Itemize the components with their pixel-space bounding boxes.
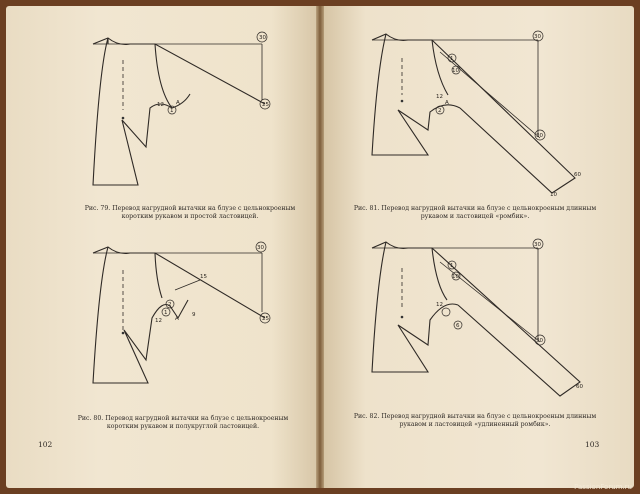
fig79-label-30: 30 xyxy=(259,35,266,41)
fig81-label-10b: 10 xyxy=(550,192,557,198)
fig79-label-a: A xyxy=(176,100,180,106)
right-page-number: 103 xyxy=(585,440,600,449)
figure-81-caption: Рис. 81. Перевод нагрудной вытачки на блузе с цельнокроеным длинным рукавом и ластовицей «ромбик». xyxy=(353,205,597,220)
fig82-label-30b: 30 xyxy=(536,338,543,344)
figure-80-caption: Рис. 80. Перевод нагрудной вытачки на блузе с цельнокроеным коротким рукавом и полукруглой ластовицей. xyxy=(77,415,289,430)
fig81-label-30b: 30 xyxy=(536,133,543,139)
fig80-label-1: 1 xyxy=(164,310,168,316)
fig82-label-30: 30 xyxy=(534,242,541,248)
watermark: PassionForum.ru xyxy=(574,483,632,491)
fig79-label-25: 25 xyxy=(262,102,269,108)
fig81-label-10: 10 xyxy=(452,68,459,74)
fig80-label-2: 2 xyxy=(168,302,172,308)
fig82-label-12: 12 xyxy=(436,302,443,308)
figure-79-caption: Рис. 79. Перевод нагрудной вытачки на блузе с цельнокроеным коротким рукавом и простой ластовицей. xyxy=(84,205,296,220)
fig81-label-12: 12 xyxy=(436,94,443,100)
fig82-label-60: 60 xyxy=(576,384,583,390)
fig79-label-1: 1 xyxy=(170,108,174,114)
left-page-number: 102 xyxy=(38,440,53,449)
fig80-label-12: 12 xyxy=(155,318,162,324)
fig81-label-2: 2 xyxy=(438,108,442,114)
fig80-label-15: 15 xyxy=(200,274,207,280)
fig81-label-60: 60 xyxy=(574,172,581,178)
fig82-label-1: 1 xyxy=(450,263,454,269)
fig80-label-a: A xyxy=(175,316,179,322)
fig80-label-25: 25 xyxy=(262,316,269,322)
fig81-label-1: 1 xyxy=(450,56,454,62)
fig80-label-9: 9 xyxy=(192,312,196,318)
fig82-label-10: 10 xyxy=(452,274,459,280)
figure-82-caption: Рис. 82. Перевод нагрудной вытачки на блузе с цельнокроеным длинным рукавом и ластовицей «удлиненный ромбик». xyxy=(353,413,597,428)
fig81-label-a: A xyxy=(445,100,449,106)
fig80-label-30: 30 xyxy=(257,245,264,251)
fig79-label-12: 12 xyxy=(157,102,164,108)
fig82-label-6: 6 xyxy=(456,323,460,329)
fig81-label-30: 30 xyxy=(534,34,541,40)
